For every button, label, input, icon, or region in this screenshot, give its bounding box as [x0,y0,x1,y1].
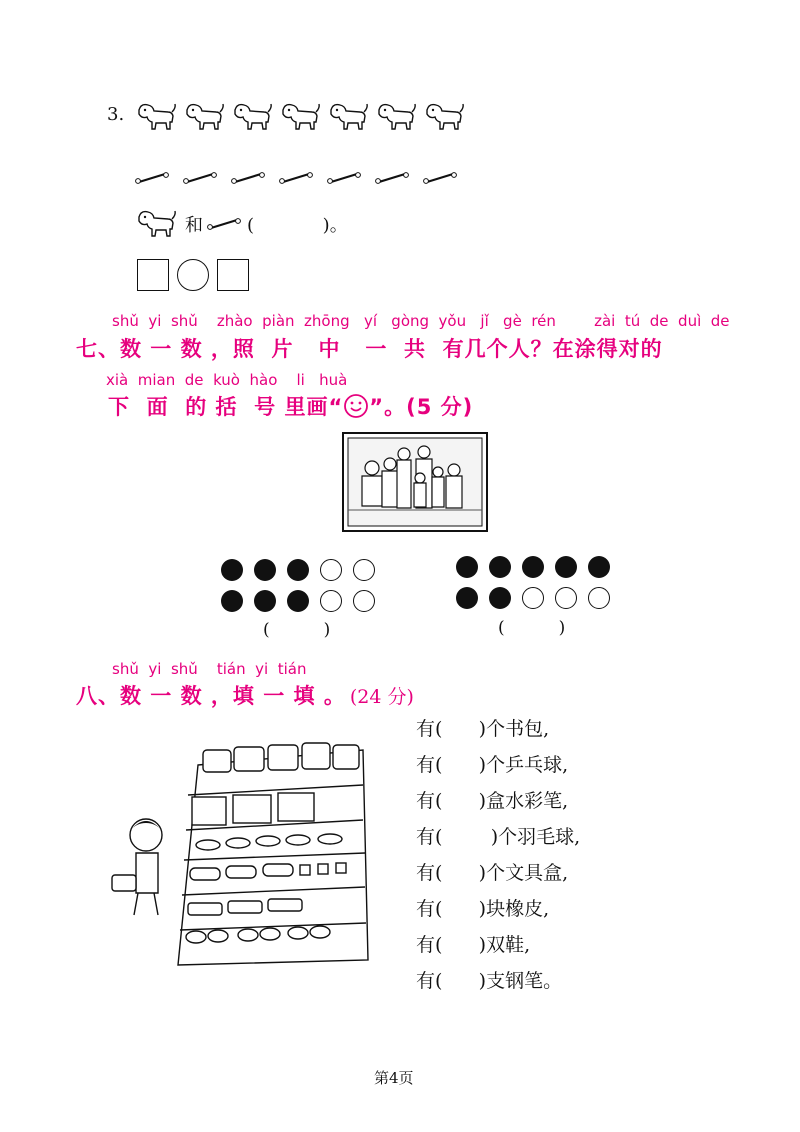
bone-icon [231,171,265,185]
section-title-8 [76,680,414,710]
pinyin-line: shǔ yi shǔ tián yi tián [112,660,307,678]
fill-in-question[interactable]: 有( )个羽毛球, [416,826,581,848]
filled-dot [456,587,478,609]
empty-dot [353,590,375,612]
dot-row [456,556,621,578]
answer-blank-right[interactable]: ( ) [498,618,566,638]
filled-dot [287,590,309,612]
dot-row [221,559,386,581]
bone-icon [375,171,409,185]
answer-blank-left[interactable]: ( ) [263,620,331,640]
section-title: 七、数 一 数 ，照 片 中 一 共 有几个人？在涂得对的 [76,337,663,361]
family-photo [342,432,488,532]
dog-icon [183,100,225,134]
empty-dot [522,587,544,609]
fill-in-question[interactable]: 有( )支钢笔。 [416,970,563,992]
section-title: 八、数 一 数 ，填 一 填 。 [76,684,346,708]
bone-icon [207,217,241,231]
empty-dot [555,587,577,609]
smiley-face-icon [343,393,369,419]
section-title-line2 [108,391,473,421]
bone-icon [423,171,457,185]
dog-icon [279,100,321,134]
filled-dot [456,556,478,578]
compare-line [135,207,348,241]
filled-dot [254,590,276,612]
fill-in-question[interactable]: 有( )个书包, [416,718,550,740]
dog-icon [135,207,177,241]
dot-grid-left [221,559,386,621]
dot-row [221,590,386,612]
title-score: ”。(5 分) [369,395,474,419]
filled-dot [221,590,243,612]
filled-dot [489,587,511,609]
bone-row [135,171,471,185]
answer-blank[interactable]: ( )。 [247,215,348,236]
fill-in-question[interactable]: 有( )块橡皮, [416,898,550,920]
pinyin-line: shǔ yi shǔ zhào piàn zhōng yí gòng yǒu jǐ gè rén zài tú de duì de [112,312,730,330]
pinyin-line: xià mian de kuò hào li huà [106,371,348,389]
item-number: 3. [107,104,125,125]
empty-dot [353,559,375,581]
bone-icon [183,171,217,185]
bone-icon [327,171,361,185]
answer-square[interactable] [217,259,249,291]
dot-grid-right [456,556,621,618]
dog-icon [231,100,273,134]
question-list [416,711,580,999]
filled-dot [254,559,276,581]
filled-dot [522,556,544,578]
title-text: 下 面 的 括 号 里画“ [108,395,344,419]
answer-square[interactable] [137,259,169,291]
dog-icon [375,100,417,134]
compare-symbol-choices [137,259,249,291]
stationery-shelf-illustration [108,735,373,970]
page-number: 第4页 [374,1069,414,1087]
empty-dot [588,587,610,609]
fill-in-question[interactable]: 有( )个文具盒, [416,862,569,884]
fill-in-question[interactable]: 有( )双鞋, [416,934,531,956]
comparison-circle[interactable] [177,259,209,291]
dot-row [456,587,621,609]
dog-row [135,100,471,134]
bone-icon [135,171,169,185]
section-score: (24 分) [349,685,414,708]
filled-dot [287,559,309,581]
filled-dot [221,559,243,581]
dog-icon [327,100,369,134]
and-text: 和 [185,215,203,236]
fill-in-question[interactable]: 有( )个乒乓球, [416,754,569,776]
filled-dot [555,556,577,578]
dog-icon [135,100,177,134]
bone-icon [279,171,313,185]
dog-icon [423,100,465,134]
fill-in-question[interactable]: 有( )盒水彩笔, [416,790,569,812]
filled-dot [489,556,511,578]
empty-dot [320,559,342,581]
filled-dot [588,556,610,578]
empty-dot [320,590,342,612]
